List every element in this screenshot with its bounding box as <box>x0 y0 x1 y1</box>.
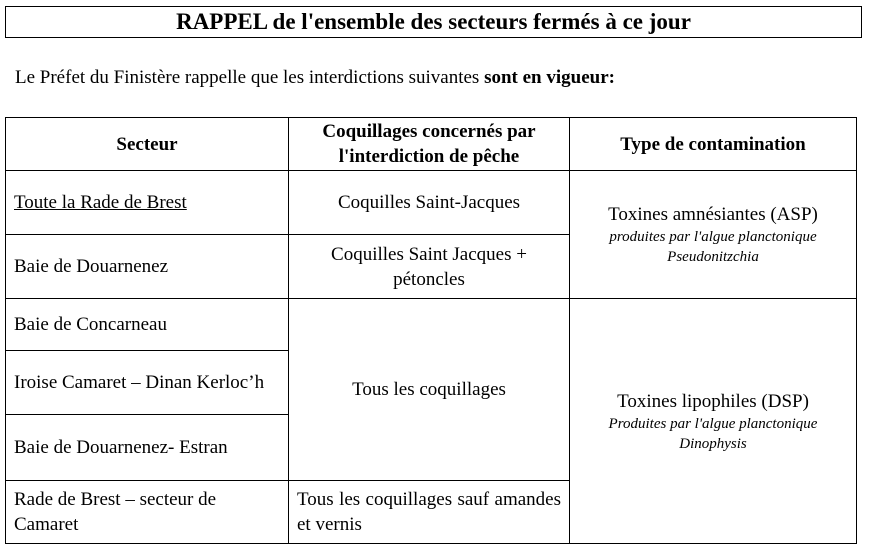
table-header-row <box>6 118 857 171</box>
sector-cell: Iroise Camaret – Dinan Kerloc’h <box>6 351 289 415</box>
sector-cell: Baie de Douarnenez <box>6 235 289 299</box>
contamination-dsp-name: Toxines lipophiles (DSP) <box>617 390 809 412</box>
contamination-dsp-desc1: Produites par l'algue planctonique <box>608 415 818 432</box>
header-shellfish: Coquillages concernés par l'interdiction de pêche <box>289 118 570 171</box>
contamination-asp-desc2: Pseudonitzchia <box>667 249 759 265</box>
table-row <box>6 299 857 351</box>
contamination-dsp-desc2: Dinophysis <box>679 435 747 452</box>
document-title <box>5 6 862 38</box>
sector-cell: Baie de Concarneau <box>6 299 289 351</box>
header-sector: Secteur <box>6 118 289 171</box>
header-contamination: Type de contamination <box>570 118 857 171</box>
sector-cell <box>6 171 289 235</box>
contamination-asp-desc1: produites par l'algue planctonique <box>609 229 817 245</box>
shellfish-cell-all: Tous les coquillages <box>289 299 570 481</box>
sector-link-rade-de-brest[interactable]: Toute la Rade de Brest <box>14 192 187 213</box>
closures-table <box>5 117 857 544</box>
intro-paragraph <box>15 67 615 89</box>
shellfish-cell: Coquilles Saint Jacques + pétoncles <box>289 235 570 299</box>
contamination-asp-name: Toxines amnésiantes (ASP) <box>608 204 818 225</box>
shellfish-cell: Coquilles Saint-Jacques <box>289 171 570 235</box>
contamination-dsp-cell <box>570 299 857 544</box>
sector-cell: Baie de Douarnenez- Estran <box>6 415 289 481</box>
shellfish-cell: Tous les coquillages sauf amandes et vernis <box>289 481 570 544</box>
title-text: RAPPEL de l'ensemble des secteurs fermés à ce jour <box>176 9 691 34</box>
intro-text: Le Préfet du Finistère rappelle que les interdictions suivantes <box>15 67 485 88</box>
contamination-asp-cell <box>570 171 857 299</box>
table-row <box>6 171 857 235</box>
sector-cell: Rade de Brest – secteur de Camaret <box>6 481 289 544</box>
intro-bold-text: sont en vigueur: <box>484 67 615 88</box>
